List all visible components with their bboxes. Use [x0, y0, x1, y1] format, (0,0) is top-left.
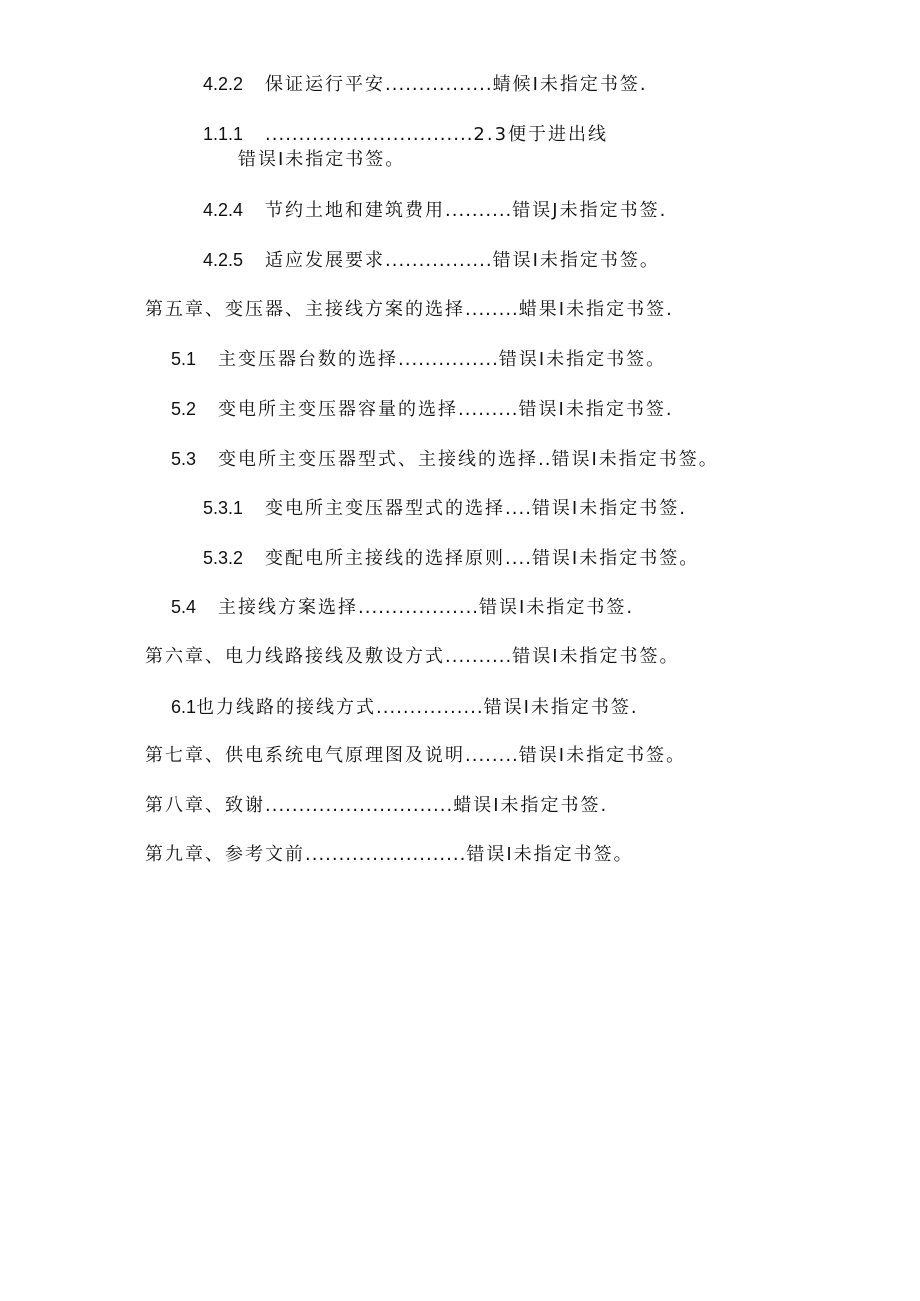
toc-entry-4-2-5[interactable] [203, 248, 660, 273]
toc-leader-dots: ............... [398, 349, 499, 370]
toc-title: 变配电所主接线的选择原则 [265, 548, 506, 569]
toc-page-ref: 错误I未指定书签。 [518, 745, 687, 766]
toc-page-ref: 错误I未指定书签。 [531, 548, 700, 569]
toc-number: 6.1 [171, 697, 197, 717]
toc-title: 第九章、参考文前 [145, 844, 305, 865]
toc-entry-chapter-7[interactable] [145, 744, 686, 768]
toc-title: 主接线方案选择 [218, 597, 359, 618]
toc-title: 适应发展要求 [265, 250, 386, 271]
toc-title: 保证运行平安 [265, 74, 386, 95]
toc-page-ref: 错误I未指定书签. [518, 399, 674, 420]
toc-page-ref: 错误J未指定书签. [512, 200, 668, 221]
toc-number: 5.3.2 [203, 548, 244, 568]
toc-leader-dots: ................ [385, 250, 493, 271]
toc-entry-5-4[interactable] [171, 595, 634, 620]
toc-number: 4.2.4 [203, 200, 244, 220]
toc-leader-dots: .......... [445, 200, 513, 221]
toc-entry-4-2-2[interactable] [203, 72, 648, 97]
toc-page-ref: 2.3便于进出线 [473, 124, 609, 145]
toc-leader-dots: ................ [385, 74, 493, 95]
toc-page-ref: 错误I未指定书签。 [551, 449, 719, 470]
toc-title: 第八章、致谢 [145, 795, 265, 816]
toc-leader-dots: ........................ [305, 844, 467, 865]
toc-leader-dots: .. [538, 449, 552, 470]
toc-entry-6-1[interactable] [171, 695, 639, 720]
toc-entry-1-1-1[interactable] [203, 122, 608, 147]
toc-title: 变电所主变压器型式的选择 [265, 498, 506, 519]
toc-number: 5.4 [171, 597, 197, 617]
toc-number: 4.2.2 [203, 74, 244, 94]
toc-page-ref: 错误I未指定书签。 [492, 250, 660, 271]
toc-page-ref: 错误I未指定书签. [483, 697, 639, 718]
toc-leader-dots: .......... [445, 646, 513, 667]
toc-leader-dots: ................ [376, 697, 484, 718]
toc-entry-chapter-8[interactable] [145, 794, 608, 818]
toc-title: 也力线路的接线方式 [196, 697, 377, 718]
toc-page-ref: 蜻候I未指定书签. [492, 74, 648, 95]
toc-title: 主变压器台数的选择 [218, 349, 399, 370]
toc-page-ref: 错误I未指定书签. [479, 597, 635, 618]
toc-number: 5.3 [171, 449, 197, 469]
toc-page-ref: 蜡误I未指定书签. [453, 795, 609, 816]
toc-entry-5-3[interactable] [171, 447, 719, 472]
toc-title: 第五章、变压器、主接线方案的选择 [145, 299, 465, 320]
toc-leader-dots: ........ [465, 299, 519, 320]
toc-title: 节约土地和建筑费用 [265, 200, 446, 221]
toc-number: 5.3.1 [203, 498, 244, 518]
toc-number: 5.1 [171, 349, 197, 369]
toc-leader-dots: ............................ [265, 795, 454, 816]
toc-leader-dots: ............................... [265, 124, 474, 145]
toc-page-ref: 蜡果I未指定书签. [518, 299, 674, 320]
toc-page-ref: 错误I未指定书签。 [466, 844, 634, 865]
toc-number: 4.2.5 [203, 250, 244, 270]
toc-leader-dots: .... [505, 548, 532, 569]
toc-entry-continuation: 错误I未指定书签。 [238, 149, 406, 170]
toc-number: 5.2 [171, 399, 197, 419]
toc-leader-dots: .................. [358, 597, 480, 618]
toc-title: 第七章、供电系统电气原理图及说明 [145, 745, 465, 766]
toc-entry-chapter-5[interactable] [145, 298, 674, 322]
toc-title: 变电所主变压器型式、主接线的选择 [218, 449, 539, 470]
toc-page-ref: 错误I未指定书签。 [498, 349, 667, 370]
toc-title: 变电所主变压器容量的选择 [218, 399, 459, 420]
toc-entry-chapter-6[interactable] [145, 645, 680, 669]
toc-leader-dots: ......... [458, 399, 519, 420]
toc-title: 第六章、电力线路接线及敷设方式 [145, 646, 445, 667]
toc-entry-5-2[interactable] [171, 397, 674, 422]
toc-number: 1.1.1 [203, 124, 244, 144]
toc-entry-4-2-4[interactable] [203, 198, 667, 223]
toc-leader-dots: .... [505, 498, 532, 519]
toc-entry-chapter-9[interactable] [145, 843, 634, 867]
toc-entry-5-3-1[interactable] [203, 496, 687, 521]
toc-leader-dots: ........ [465, 745, 519, 766]
toc-entry-5-1[interactable] [171, 347, 666, 372]
toc-entry-5-3-2[interactable] [203, 546, 699, 571]
toc-page-ref: 错误I未指定书签. [531, 498, 687, 519]
toc-page-ref: 错误I未指定书签。 [512, 646, 680, 667]
